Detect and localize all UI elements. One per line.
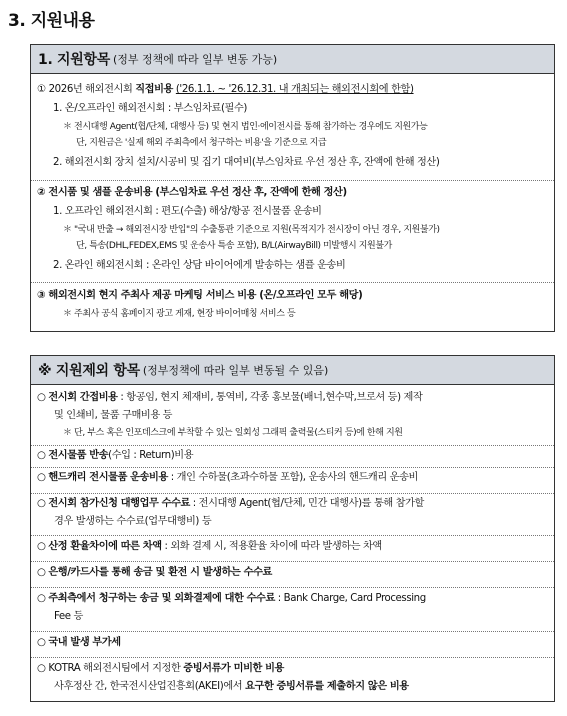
support-items-heading-note: (정부 정책에 따라 일부 변동 가능) <box>112 53 278 66</box>
item-1-note-1: ＊ 전시대행 Agent(협/단체, 대행사 등) 및 현지 법인·에이전시를 통해 참가하는 경우에도 지원가능 <box>63 122 428 132</box>
item-1-period: ('26.1.1. ~ '26.12.31. 내 개최되는 해외전시회에 한함) <box>175 84 414 95</box>
support-items-box <box>30 44 555 332</box>
item-1-mark: ① <box>37 84 46 95</box>
item-2-mark: ② <box>37 187 46 198</box>
item-2-sub-1: 1. 오프라인 해외전시회 : 편도(수출) 해상/항공 전시물품 운송비 <box>53 206 322 217</box>
excluded-items-box <box>30 355 555 702</box>
excluded-items-heading-note: (정부정책에 따라 일부 변동될 수 있음) <box>142 364 329 377</box>
bullet-icon: ○ <box>37 450 46 461</box>
excluded-item-cont: 경우 발생하는 수수료(업무대행비) 등 <box>54 516 212 527</box>
bullet-icon: ○ <box>37 593 46 604</box>
excluded-item: ○ 국내 발생 부가세 <box>37 637 121 648</box>
divider <box>31 587 554 588</box>
bullet-icon: ○ <box>37 567 46 578</box>
item-3-line: ③ 해외전시회 현지 주최사 제공 마케팅 서비스 비용 (온/오프라인 모두 해당) <box>37 290 363 301</box>
item-2-note-1: ＊ "국내 반출 → 해외전시장 반입"의 수출통관 기준으로 지원(목적지가 전시장이 아닌 경우, 지원불가) <box>63 225 440 235</box>
support-items-heading: 1. 지원항목 <box>38 52 110 68</box>
divider <box>31 535 554 536</box>
bullet-icon: ○ <box>37 392 46 403</box>
item-2-line: ② 전시품 및 샘플 운송비용 (부스임차료 우선 정산 후, 잔액에 한해 정산) <box>37 187 347 198</box>
item-1-line: ① 2026년 해외전시회 직접비용 ('26.1.1. ~ '26.12.31. 내 개최되는 해외전시회에 한함) <box>37 84 414 95</box>
divider <box>31 180 554 181</box>
excluded-item: ○ 전시물품 반송(수입 : Return)비용 <box>37 450 194 461</box>
divider <box>31 282 554 283</box>
bullet-icon: ○ <box>37 472 46 483</box>
excluded-item-cont: 사후정산 간, 한국전시산업진흥회(AKEI)에서 요구한 증빙서류를 제출하지 않은 비용 <box>54 681 409 692</box>
excluded-item: ○ 전시회 참가신청 대행업무 수수료 : 전시대행 Agent(협/단체, 민간 대행사)를 통해 참가할 <box>37 498 424 509</box>
bullet-icon: ○ <box>37 663 46 674</box>
item-2-sub-2: 2. 온라인 해외전시회 : 온라인 상담 바이어에게 발송하는 샘플 운송비 <box>53 260 346 271</box>
item-3-note: ＊ 주최사 공식 홈페이지 광고 게재, 현장 바이어매칭 서비스 등 <box>63 309 296 319</box>
excluded-item: ○ 은행/카드사를 통해 송금 및 환전 시 발생하는 수수료 <box>37 567 272 578</box>
item-2-note-2: 단, 특송(DHL,FEDEX,EMS 및 운송사 특송 포함), B/L(AirwayBill) 미발행시 지원불가 <box>76 241 392 251</box>
divider <box>31 657 554 658</box>
bullet-icon: ○ <box>37 541 46 552</box>
item-1-sub-1: 1. 온/오프라인 해외전시회 : 부스임차료(필수) <box>53 103 247 114</box>
excluded-items-header <box>31 356 554 385</box>
excluded-item: ○ 산정 환율차이에 따른 차액 : 외화 결제 시, 적용환율 차이에 따라 발생하는 차액 <box>37 541 382 552</box>
excluded-item: ○ 주최측에서 청구하는 송금 및 외화결제에 대한 수수료 : Bank Charge, Card Processing <box>37 593 426 604</box>
item-1-sub-2: 2. 해외전시회 장치 설치/시공비 및 집기 대여비(부스임차료 우선 정산 후, 잔액에 한해 정산) <box>53 157 440 168</box>
excluded-item: ○ 핸드캐리 전시물품 운송비용 : 개인 수하물(초과수하물 포함), 운송사의 핸드캐리 운송비 <box>37 472 418 483</box>
excluded-item-cont: 및 인쇄비, 물품 구매비용 등 <box>54 410 173 421</box>
support-items-header <box>31 45 554 74</box>
divider <box>31 493 554 494</box>
item-3-mark: ③ <box>37 290 46 301</box>
page-title: 3. 지원내용 <box>8 11 95 31</box>
divider <box>31 467 554 468</box>
excluded-items-heading: ※ 지원제외 항목 <box>38 363 140 379</box>
item-1-note-2: 단, 지원금은 '실제 해외 주최측에서 청구하는 비용'을 기준으로 지급 <box>76 138 327 148</box>
divider <box>31 631 554 632</box>
excluded-item: ○ KOTRA 해외전시팀에서 지정한 증빙서류가 미비한 비용 <box>37 663 284 674</box>
excluded-item-cont: Fee 등 <box>54 611 83 622</box>
divider <box>31 445 554 446</box>
excluded-item-note: ＊ 단, 부스 혹은 인포데스크에 부착할 수 있는 일회성 그래픽 출력물(스티커 등)에 한해 지원 <box>63 428 403 438</box>
bullet-icon: ○ <box>37 637 46 648</box>
bullet-icon: ○ <box>37 498 46 509</box>
excluded-item: ○ 전시회 간접비용 : 항공임, 현지 체재비, 통역비, 각종 홍보물(배너,현수막,브로셔 등) 제작 <box>37 392 423 403</box>
divider <box>31 561 554 562</box>
